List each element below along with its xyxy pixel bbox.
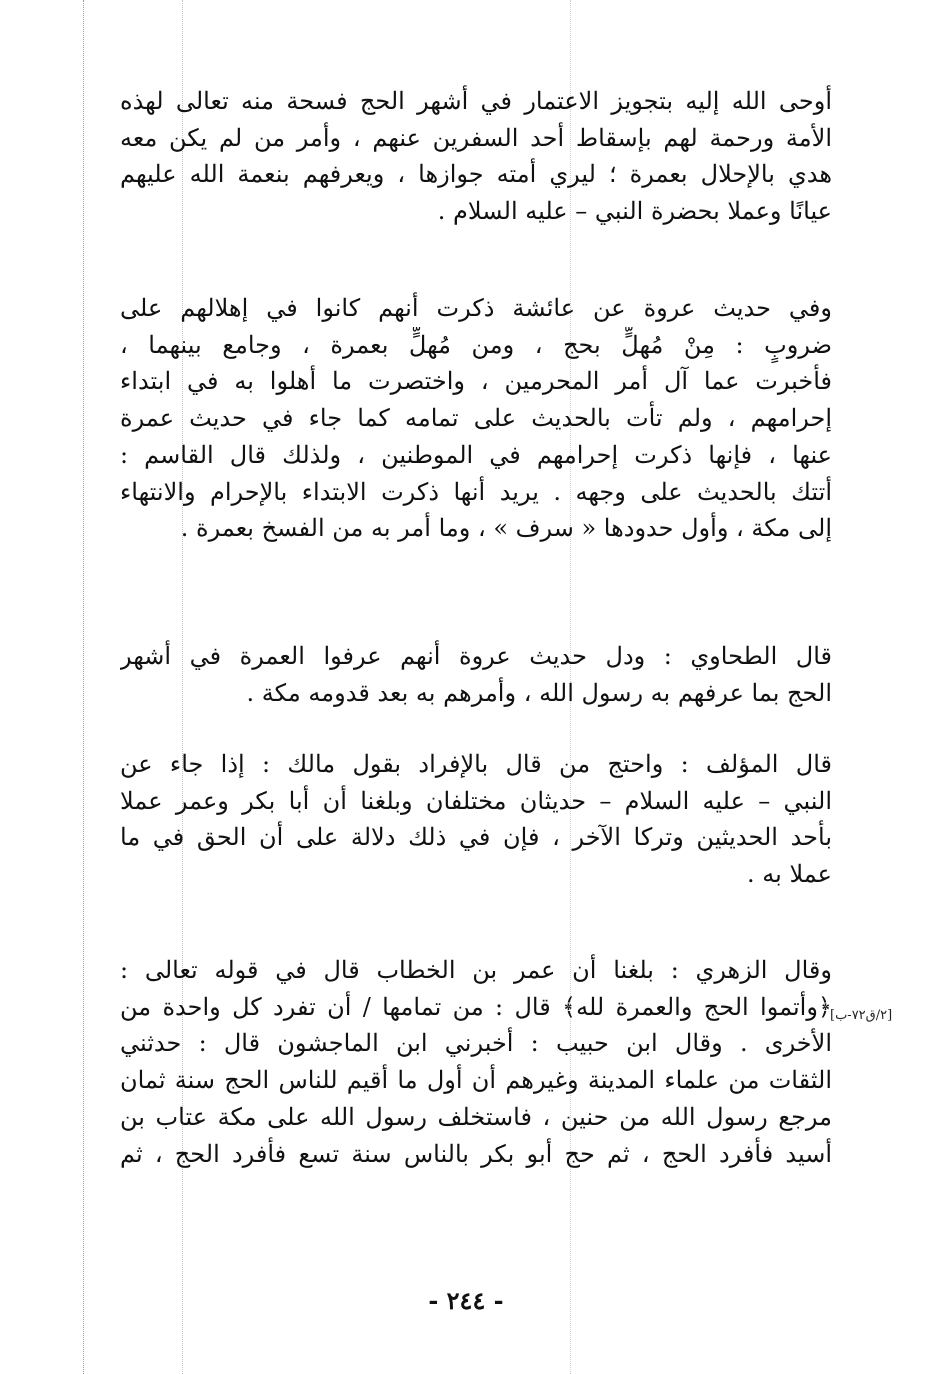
text-line: بأحد الحديثين وتركا الآخر ، فإن في ذلك دلالة على أن الحق في ما xyxy=(120,823,832,852)
paragraph-4 xyxy=(120,746,832,893)
text-line: قال المؤلف : واحتج من قال بالإفراد بقول مالك : إذا جاء عن xyxy=(120,750,832,778)
text-line: الحج بما عرفهم به رسول الله ، وأمرهم به بعد قدومه مكة . xyxy=(246,678,832,707)
text-line: أتتك بالحديث على وجهه . يريد أنها ذكرت الابتداء بالإحرام والانتهاء xyxy=(120,477,832,506)
text-line: هدي بالإحلال بعمرة ؛ ليري أمته جوازها ، ويعرفهم بنعمة الله عليهم xyxy=(120,160,832,189)
text-line: أسيد فأفرد الحج ، ثم حج أبو بكر بالناس سنة تسع فأفرد الحج ، ثم xyxy=(120,1139,832,1168)
text-line: الأخرى . وقال ابن حبيب : أخبرني ابن الماجشون قال : حدثني xyxy=(120,1029,832,1058)
text-line: النبي – عليه السلام – حديثان مختلفان وبلغنا أن أبا بكر وعمر عملا xyxy=(120,786,832,815)
manuscript-folio-note: [٢/ق٧٢-ب] xyxy=(830,1008,893,1023)
page-number: - ٢٤٤ - xyxy=(428,1286,504,1315)
text-line: فأخبرت عما آل أمر المحرمين ، واختصرت ما أهلوا به في ابتداء xyxy=(120,367,832,396)
paragraph-5 xyxy=(120,952,832,1172)
text-line: وفي حديث عروة عن عائشة ذكرت أنهم كانوا في إهلالهم على xyxy=(120,294,832,322)
paragraph-1 xyxy=(120,83,832,230)
text-line: وقال الزهري : بلغنا أن عمر بن الخطاب قال في قوله تعالى : xyxy=(120,956,832,984)
text-line: عنها ، فإنها ذكرت إحرامهم في الموطنين ، ولذلك قال القاسم : xyxy=(120,440,832,469)
text-line: ضروبٍ : مِنْ مُهلٍّ بحج ، ومن مُهلٍّ بعمرة ، وجامع بينهما ، xyxy=(120,330,832,359)
text-line: الأمة ورحمة لهم بإسقاط أحد السفرين عنهم ، وأمر من لم يكن معه xyxy=(120,123,832,152)
scan-artifact-line xyxy=(83,0,84,1374)
text-line: قال الطحاوي : ودل حديث عروة أنهم عرفوا العمرة في أشهر xyxy=(120,642,832,670)
text-line: أوحى الله إليه بتجويز الاعتمار في أشهر الحج فسحة منه تعالى لهذه xyxy=(120,87,832,115)
text-line: إلى مكة ، وأول حدودها « سرف » ، وما أمر به من الفسخ بعمرة . xyxy=(180,514,832,543)
text-line: الثقات من علماء المدينة وغيرهم أن أول ما أقيم للناس الحج سنة ثمان xyxy=(120,1066,832,1095)
text-line: مرجع رسول الله من حنين ، فاستخلف رسول الله على مكة عتاب بن xyxy=(120,1102,832,1131)
text-line: عيانًا وعملا بحضرة النبي – عليه السلام . xyxy=(437,197,832,226)
text-line: ﴿وأتموا الحج والعمرة لله﴾ قال : من تمامها / أن تفرد كل واحدة من xyxy=(120,992,832,1021)
text-line: إحرامهم ، ولم تأت بالحديث على تمامه كما جاء في حديث عمرة xyxy=(120,404,832,433)
text-line: عملا به . xyxy=(747,860,832,889)
paragraph-3 xyxy=(120,638,832,711)
paragraph-2 xyxy=(120,290,832,547)
